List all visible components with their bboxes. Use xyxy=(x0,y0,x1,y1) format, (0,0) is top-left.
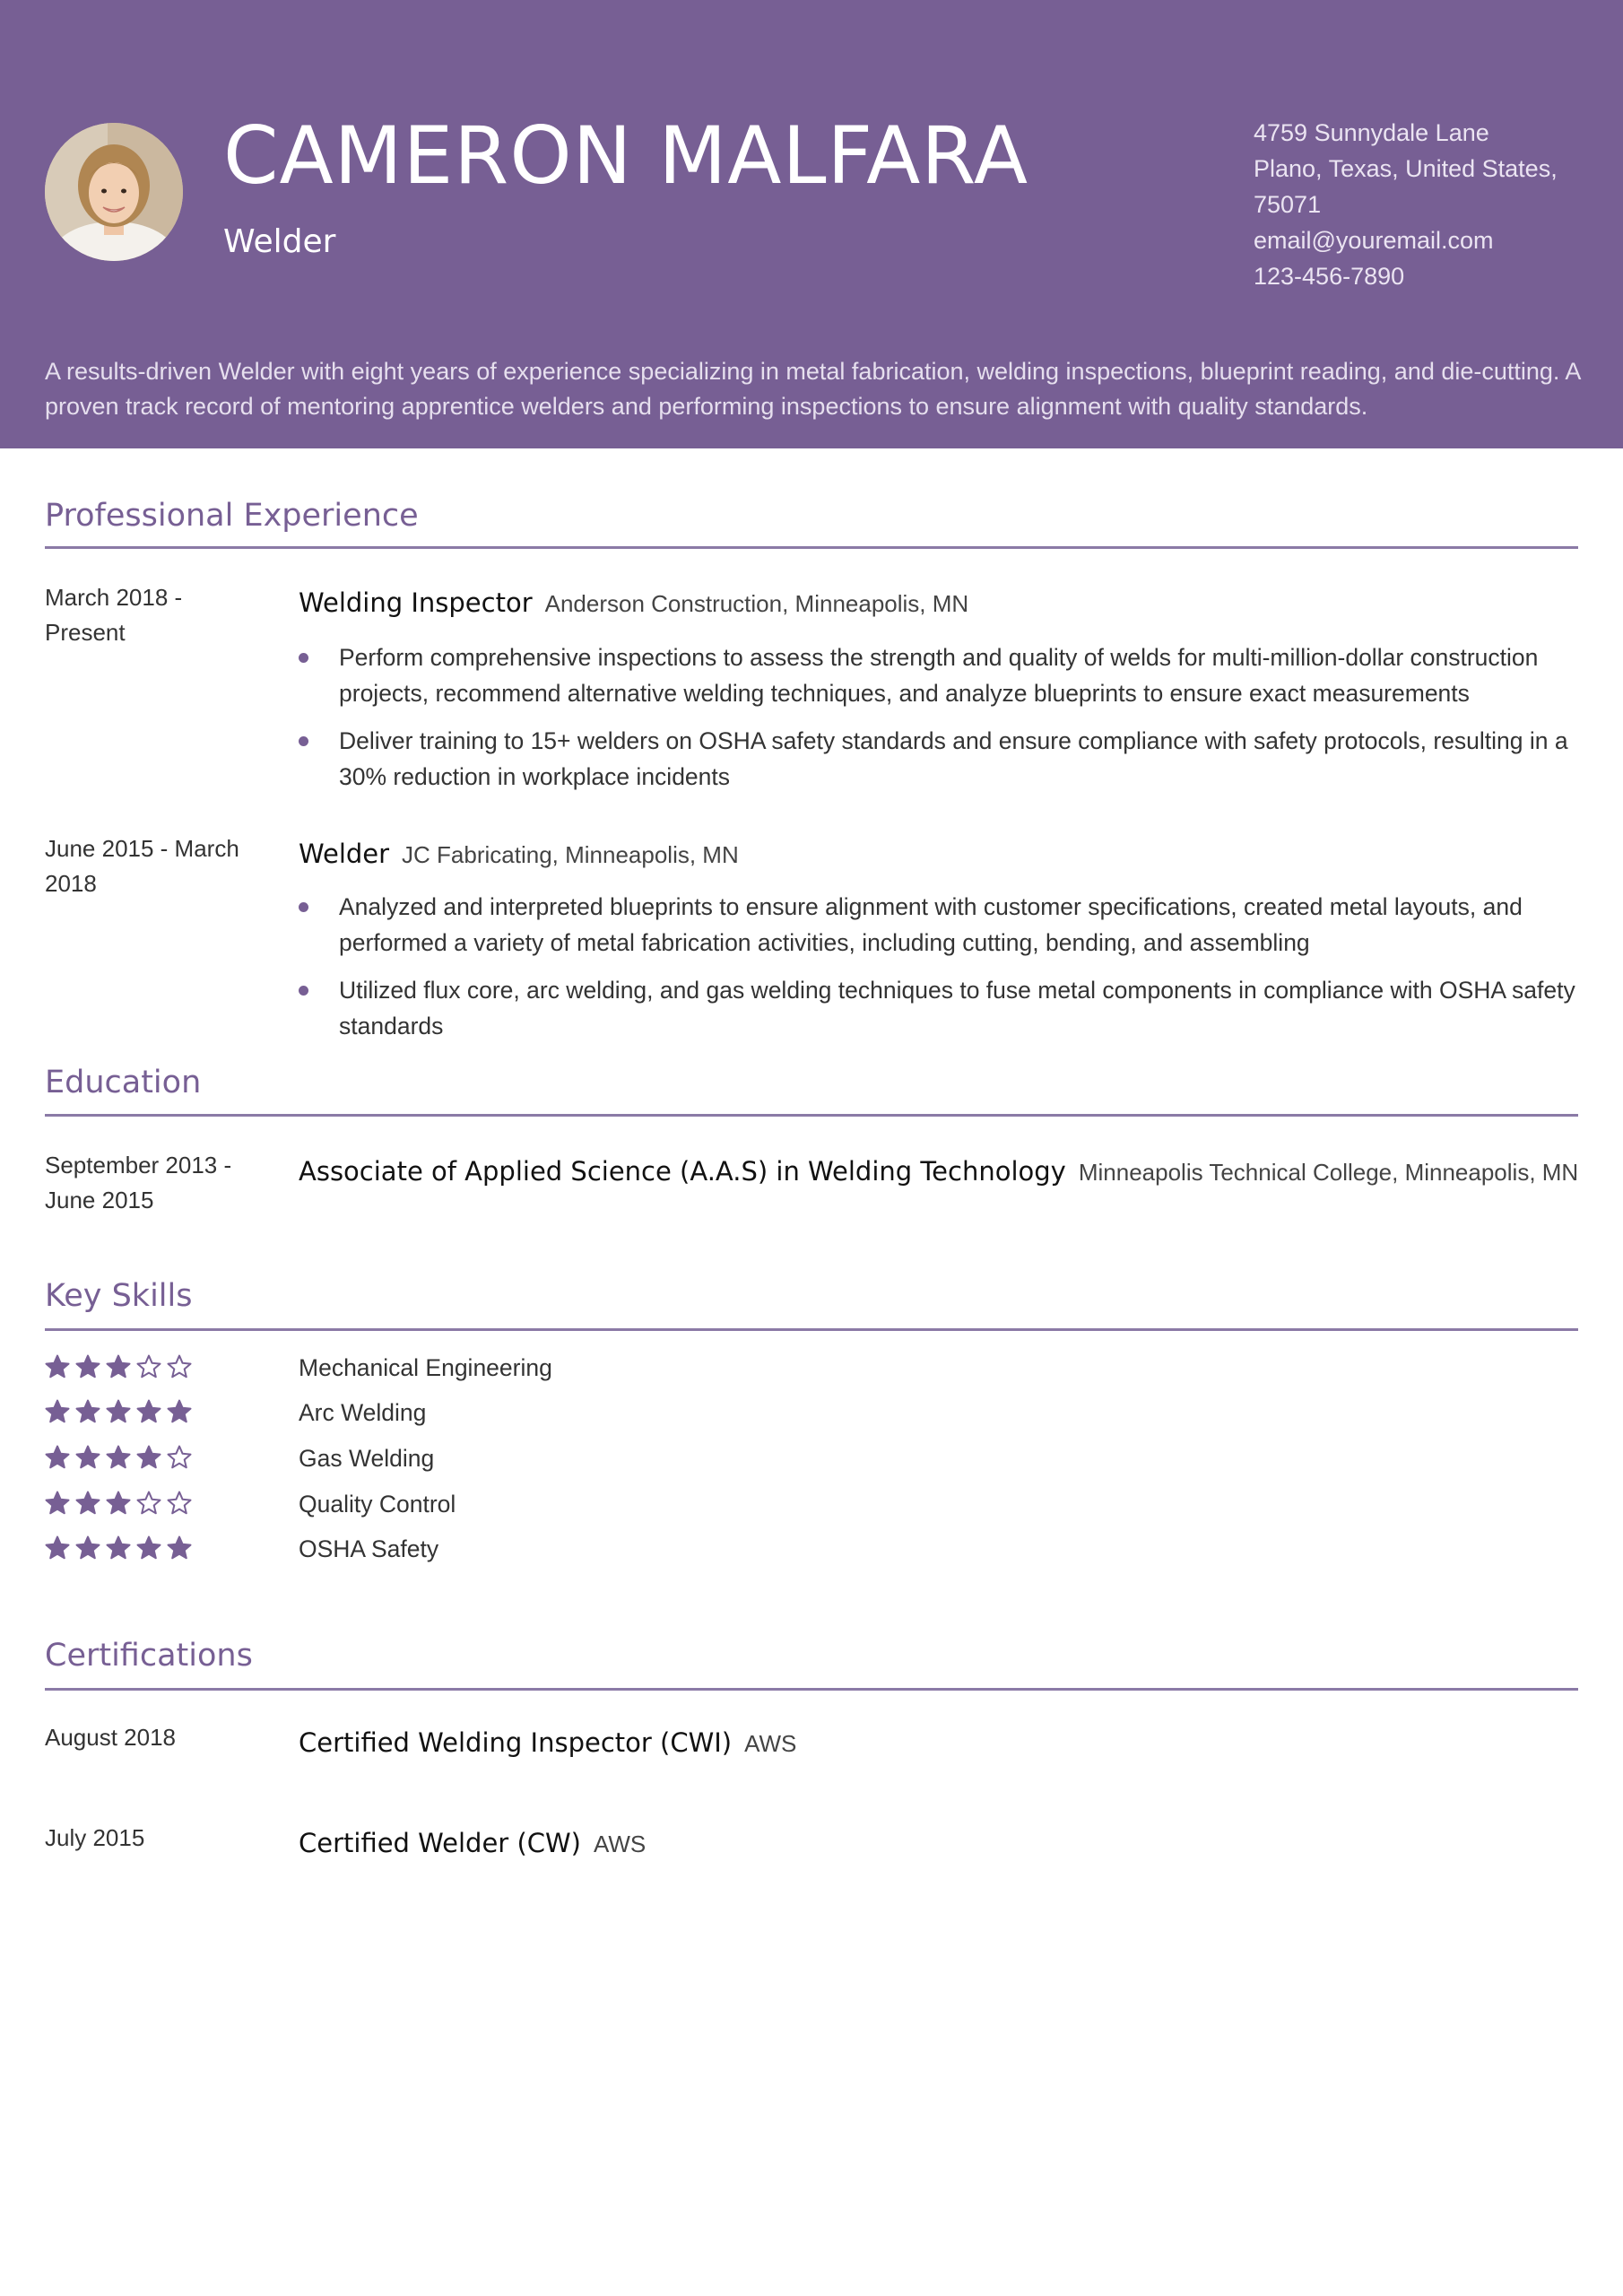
cert-2-header xyxy=(299,1828,647,1858)
bullet-icon xyxy=(299,736,308,746)
job-2-org: JC Fabricating, Minneapolis, MN xyxy=(402,841,739,868)
job-1-title: Welding Inspector xyxy=(299,587,533,618)
star-filled-icon xyxy=(106,1354,131,1379)
star-filled-icon xyxy=(45,1354,70,1379)
job-2-title: Welder xyxy=(299,839,390,869)
job-1-header xyxy=(299,587,969,618)
skill-rating xyxy=(45,1532,242,1568)
job-1-dates: March 2018 - Present xyxy=(45,584,183,646)
skill-rating xyxy=(45,1351,242,1387)
star-filled-icon xyxy=(136,1445,161,1470)
skill-name: Mechanical Engineering xyxy=(299,1354,552,1381)
bullet-icon xyxy=(299,653,308,663)
list-item: Analyzed and interpreted blueprints to ensure alignment with customer specifications, created metal layouts, and performed a variety of metal fabrication activities, including cutting, bending, and assembling xyxy=(299,889,1581,961)
summary-text: A results-driven Welder with eight years of experience specializing in metal fabrication, welding inspections, blueprint reading, and die-cutting. A proven track record of mentoring apprentice welders and performing inspections to ensure alignment with quality standards. xyxy=(45,358,1580,420)
cert-2-issuer: AWS xyxy=(594,1831,647,1857)
star-filled-icon xyxy=(136,1535,161,1561)
star-filled-icon xyxy=(106,1535,131,1561)
experience-heading: Professional Experience xyxy=(45,498,419,534)
skills-heading: Key Skills xyxy=(45,1278,193,1314)
star-outline-icon xyxy=(167,1491,192,1516)
star-filled-icon xyxy=(75,1354,100,1379)
candidate-name: CAMERON MALFARA xyxy=(223,109,1029,202)
star-filled-icon xyxy=(75,1445,100,1470)
star-outline-icon xyxy=(167,1354,192,1379)
star-filled-icon xyxy=(167,1399,192,1424)
job-1-bullets xyxy=(299,639,1581,806)
address-line-1: 4759 Sunnydale Lane xyxy=(1254,119,1489,146)
contact-block xyxy=(1254,115,1594,294)
star-outline-icon xyxy=(136,1354,161,1379)
star-filled-icon xyxy=(45,1491,70,1516)
cert-2-date: July 2015 xyxy=(45,1824,145,1851)
candidate-role: Welder xyxy=(223,223,336,260)
skill-rating xyxy=(45,1487,242,1523)
bullet-icon xyxy=(299,902,308,912)
cert-1-header xyxy=(299,1727,797,1758)
star-filled-icon xyxy=(136,1399,161,1424)
section-divider xyxy=(45,1114,1578,1117)
star-outline-icon xyxy=(167,1445,192,1470)
skill-name: OSHA Safety xyxy=(299,1535,439,1562)
job-2-header xyxy=(299,841,739,867)
skill-rating xyxy=(45,1441,242,1477)
avatar xyxy=(45,123,183,261)
skill-name: Quality Control xyxy=(299,1491,456,1518)
resume-header xyxy=(0,0,1623,448)
certifications-heading: Certifications xyxy=(45,1638,253,1674)
education-school: Minneapolis Technical College, Minneapolis, MN xyxy=(1078,1159,1579,1186)
star-filled-icon xyxy=(75,1491,100,1516)
education-degree: Associate of Applied Science (A.A.S) in Welding Technology xyxy=(299,1156,1066,1187)
star-filled-icon xyxy=(75,1399,100,1424)
star-filled-icon xyxy=(167,1535,192,1561)
phone-number: 123-456-7890 xyxy=(1254,263,1405,290)
education-dates: September 2013 - June 2015 xyxy=(45,1152,232,1213)
list-item: Perform comprehensive inspections to assess the strength and quality of welds for multi-million-dollar construction projects, recommend alternative welding techniques, and analyze blueprints to ensure exact measurements xyxy=(299,639,1581,711)
skill-name: Arc Welding xyxy=(299,1399,427,1426)
address-line-3: 75071 xyxy=(1254,191,1322,218)
profile-photo xyxy=(45,123,183,261)
star-filled-icon xyxy=(106,1399,131,1424)
education-heading: Education xyxy=(45,1065,202,1100)
list-item: Deliver training to 15+ welders on OSHA safety standards and ensure compliance with safety protocols, resulting in a 30% reduction in workplace incidents xyxy=(299,723,1581,795)
education-header xyxy=(299,1156,1579,1187)
star-filled-icon xyxy=(106,1491,131,1516)
star-filled-icon xyxy=(75,1535,100,1561)
star-filled-icon xyxy=(45,1445,70,1470)
star-filled-icon xyxy=(45,1399,70,1424)
list-item: Utilized flux core, arc welding, and gas welding techniques to fuse metal components in compliance with OSHA safety standards xyxy=(299,972,1581,1044)
star-outline-icon xyxy=(136,1491,161,1516)
section-divider xyxy=(45,1328,1578,1331)
section-divider xyxy=(45,1688,1578,1691)
job-1-org: Anderson Construction, Minneapolis, MN xyxy=(544,590,969,617)
cert-2-name: Certified Welder (CW) xyxy=(299,1828,581,1858)
cert-1-issuer: AWS xyxy=(744,1730,797,1757)
section-divider xyxy=(45,546,1578,549)
star-filled-icon xyxy=(106,1445,131,1470)
skill-name: Gas Welding xyxy=(299,1445,435,1472)
email-link[interactable]: email@youremail.com xyxy=(1254,227,1494,254)
star-filled-icon xyxy=(45,1535,70,1561)
cert-1-name: Certified Welding Inspector (CWI) xyxy=(299,1727,733,1758)
job-2-dates: June 2015 - March 2018 xyxy=(45,835,239,897)
address-line-2: Plano, Texas, United States, xyxy=(1254,155,1558,182)
skill-rating xyxy=(45,1396,242,1431)
bullet-icon xyxy=(299,986,308,996)
job-2-bullets xyxy=(299,889,1581,1056)
cert-1-date: August 2018 xyxy=(45,1724,177,1751)
